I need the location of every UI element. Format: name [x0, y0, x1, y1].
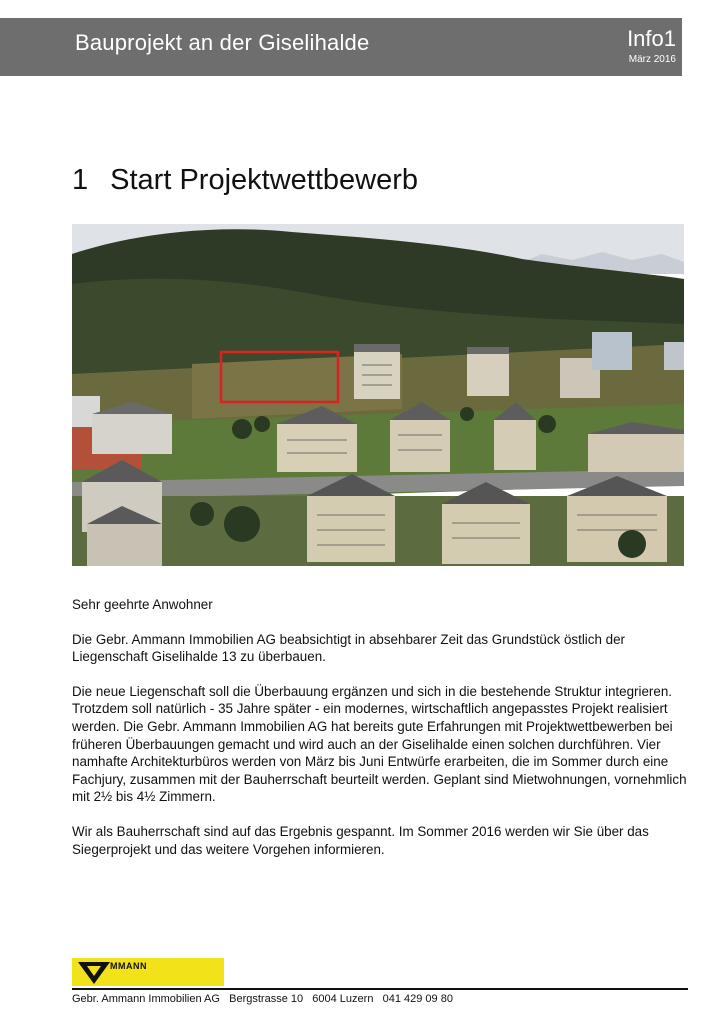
company-logo: [72, 958, 224, 986]
paragraph-2: Die neue Liegenschaft soll die Überbauung ergänzen und sich in die bestehende Struktur integrieren. Trotzdem soll natürlich - 35 Jahre später - ein modernes, wirtschaftlich angepasstes Projekt realisiert werden. Die Gebr. Ammann Immobilien AG hat bereits gute Erfahrungen mit Projektwettbewerben bei früheren Überbauungen gemacht und wird auch an der Giselihalde einen solchen durchführen. Vier namhafte Architekturbüros werden von März bis Juni Entwürfe erarbeiten, die im Sommer durch eine Fachjury, zusammen mit der Bauherrschaft beurteilt werden. Geplant sind Mietwohnungen, vornehmlich mit 2½ bis 4½ Zimmern.: [72, 683, 687, 805]
salutation: Sehr geehrte Anwohner: [72, 597, 213, 612]
header-bar: [0, 18, 682, 76]
footer-address: Gebr. Ammann Immobilien AG Bergstrasse 10 6004 Luzern 041 429 09 80: [72, 993, 453, 1005]
footer-divider: [72, 988, 688, 990]
paragraph-3: Wir als Bauherrschaft sind auf das Ergebnis gespannt. Im Sommer 2016 werden wir Sie über das Siegerprojekt und das weitere Vorgehen informieren.: [72, 823, 649, 857]
paragraph-1: Die Gebr. Ammann Immobilien AG beabsichtigt in absehbarer Zeit das Grundstück östlich der Liegenschaft Giselihalde 13 zu überbauen.: [72, 631, 626, 665]
ammann-a-icon: [74, 958, 114, 986]
issue-label: Info1: [627, 26, 676, 51]
logo-text: MMANN: [110, 961, 147, 971]
letter-body: [72, 596, 692, 875]
section-title-text: Start Projektwettbewerb: [110, 164, 418, 196]
aerial-photo: [72, 224, 684, 566]
issue-date: März 2016: [628, 54, 676, 65]
page-header-title: Bauprojekt an der Giselihalde: [75, 30, 370, 55]
section-number: 1: [72, 164, 89, 196]
section-heading: [72, 164, 418, 197]
